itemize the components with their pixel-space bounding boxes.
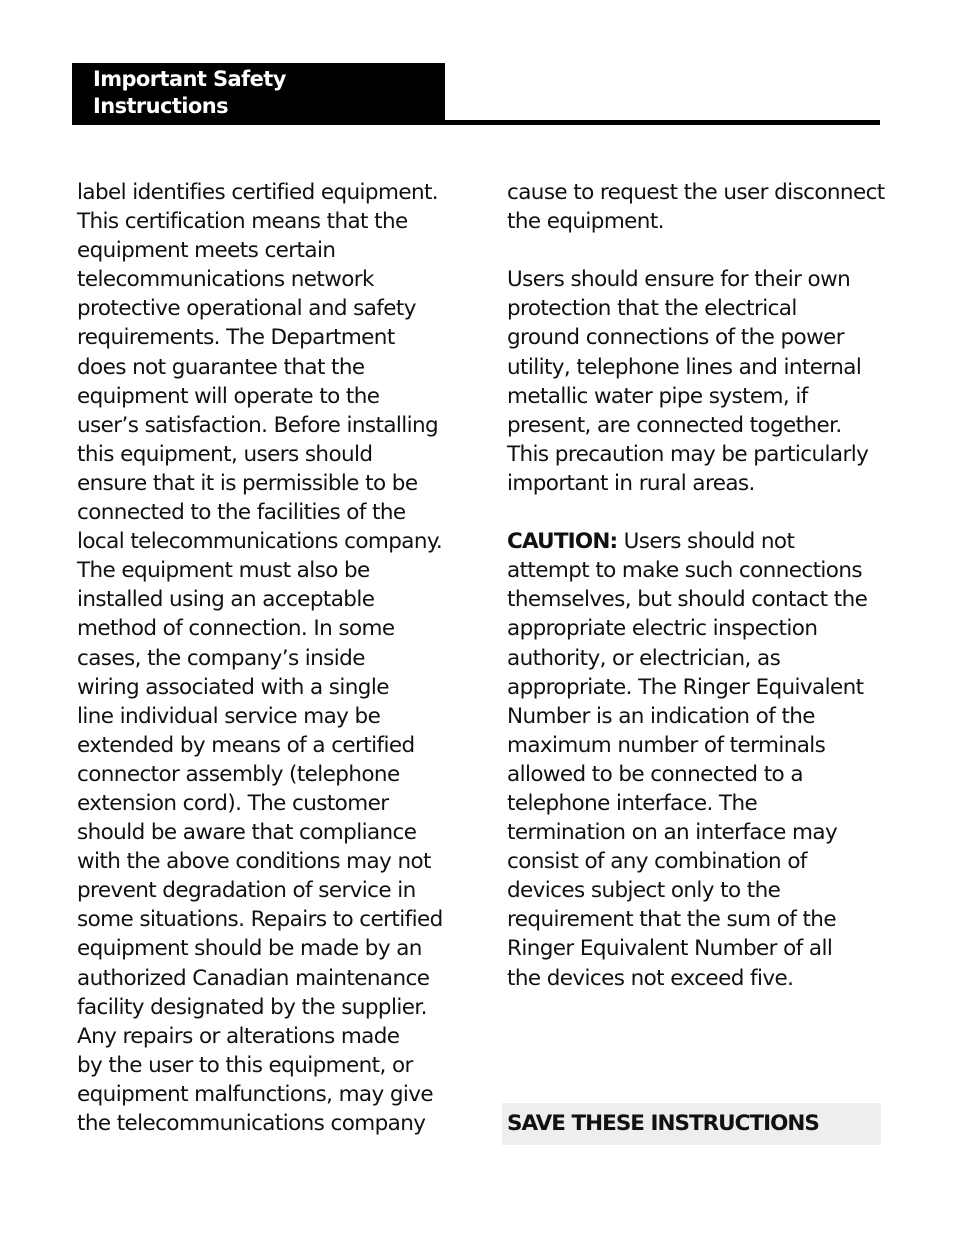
save-instructions-box	[502, 1103, 881, 1145]
text-line: requirements. The Department	[77, 325, 395, 351]
caution-text: Users should not	[617, 529, 795, 555]
text-line: appropriate. The Ringer Equivalent	[507, 674, 864, 700]
text-line: Number is an indication of the	[507, 703, 815, 729]
text-line: protective operational and safety	[77, 296, 416, 322]
text-line: The equipment must also be	[77, 558, 370, 584]
text-line: telephone interface. The	[507, 790, 758, 816]
text-line: authorized Canadian maintenance	[77, 965, 430, 991]
text-line: Users should ensure for their own	[507, 267, 851, 293]
text-line: the devices not exceed five.	[507, 965, 794, 991]
text-line: allowed to be connected to a	[507, 761, 803, 787]
text-line: this equipment, users should	[77, 441, 373, 467]
section-header-tab	[72, 63, 445, 125]
text-line: does not guarantee that the	[77, 354, 365, 380]
text-line: important in rural areas.	[507, 470, 755, 496]
text-line: utility, telephone lines and internal	[507, 354, 862, 380]
text-line: ground connections of the power	[507, 325, 844, 351]
text-line: extension cord). The customer	[77, 790, 389, 816]
text-line: present, are connected together.	[507, 412, 842, 438]
text-line: connected to the facilities of the	[77, 500, 406, 526]
text-line: This precaution may be particularly	[507, 441, 869, 467]
text-line: label identifies certified equipment.	[77, 180, 439, 205]
text-line: should be aware that compliance	[77, 820, 417, 846]
text-line: metallic water pipe system, if	[507, 383, 808, 409]
text-line: termination on an interface may	[507, 820, 838, 846]
text-line: with the above conditions may not	[77, 849, 431, 875]
text-line: some situations. Repairs to certified	[77, 907, 443, 933]
text-line: Any repairs or alterations made	[77, 1023, 400, 1049]
text-line: requirement that the sum of the	[507, 907, 836, 933]
text-line: the telecommunications company	[77, 1111, 426, 1136]
text-line: prevent degradation of service in	[77, 878, 416, 904]
paragraph-gap	[507, 498, 887, 527]
save-instructions-label: SAVE THESE INSTRUCTIONS	[507, 1111, 819, 1136]
text-line: cases, the company’s inside	[77, 645, 365, 671]
text-line: connector assembly (telephone	[77, 761, 400, 787]
caution-label: CAUTION:	[507, 529, 618, 555]
text-line: equipment will operate to the	[77, 383, 380, 409]
header-rule	[72, 120, 880, 125]
text-line: authority, or electrician, as	[507, 645, 781, 671]
caution-line	[507, 527, 887, 556]
text-line: devices subject only to the	[507, 878, 781, 904]
text-line: maximum number of terminals	[507, 732, 826, 758]
text-line: line individual service may be	[77, 703, 381, 729]
text-line: themselves, but should contact the	[507, 587, 868, 613]
right-column	[507, 178, 887, 993]
text-line: user’s satisfaction. Before installing	[77, 412, 439, 438]
text-line: equipment malfunctions, may give	[77, 1081, 434, 1107]
text-line: attempt to make such connections	[507, 558, 862, 584]
text-line: extended by means of a certified	[77, 732, 415, 758]
paragraph-gap	[507, 236, 887, 265]
text-line: protection that the electrical	[507, 296, 797, 322]
text-line: consist of any combination of	[507, 849, 807, 875]
text-line: method of connection. In some	[77, 616, 395, 642]
text-line: appropriate electric inspection	[507, 616, 818, 642]
left-column	[77, 178, 457, 1138]
text-line: by the user to this equipment, or	[77, 1052, 413, 1078]
text-line: facility designated by the supplier.	[77, 994, 427, 1020]
text-line: wiring associated with a single	[77, 674, 389, 700]
text-line: equipment should be made by an	[77, 936, 422, 962]
text-line: ensure that it is permissible to be	[77, 470, 418, 496]
text-line: cause to request the user disconnect	[507, 180, 885, 205]
text-line: installed using an acceptable	[77, 587, 375, 613]
text-line: local telecommunications company.	[77, 529, 443, 555]
text-line: the equipment.	[507, 209, 664, 235]
text-line: Ringer Equivalent Number of all	[507, 936, 833, 962]
text-line: This certification means that the	[77, 209, 408, 235]
text-line: equipment meets certain	[77, 238, 336, 264]
section-title: Important Safety Instructions	[93, 67, 286, 118]
text-line: telecommunications network	[77, 267, 374, 293]
